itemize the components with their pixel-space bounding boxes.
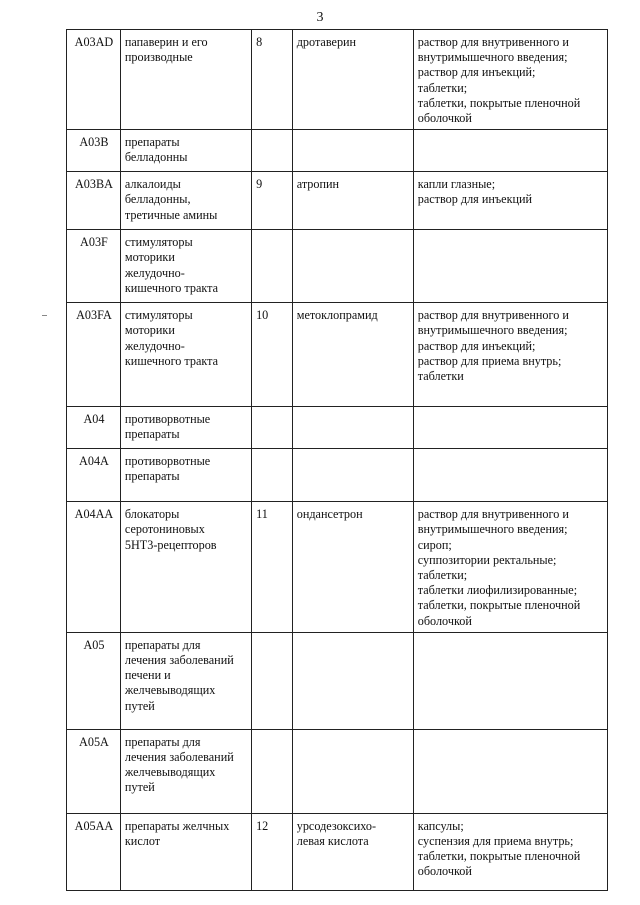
drug-name-line: урсодезоксихо-: [296, 818, 376, 833]
group-text-line: белладонны,: [124, 192, 191, 207]
drug-name-cell: [292, 303, 413, 407]
dosage-form-line: капли глазные;: [417, 177, 496, 192]
atc-code-cell: A04A: [67, 449, 121, 502]
atc-code-cell: A03FA: [67, 303, 121, 407]
drug-name-line: левая кислота: [296, 834, 369, 849]
table-row: [67, 130, 608, 172]
group-text-line: кислот: [124, 834, 161, 849]
group-text-line: кишечного тракта: [124, 353, 219, 368]
dosage-form-line: таблетки, покрытые пленочной: [417, 849, 581, 864]
group-text-line: желудочно-: [124, 265, 185, 280]
dosage-form-line: раствор для инъекций;: [417, 65, 536, 80]
atc-code-cell: A04: [67, 407, 121, 449]
table-row: [67, 502, 608, 633]
group-text-line: папаверин и его: [124, 35, 208, 49]
drug-name-line: метоклопрамид: [296, 308, 378, 323]
drug-name-cell: [292, 502, 413, 633]
table-row: [67, 230, 608, 303]
dosage-form-line: оболочкой: [417, 111, 472, 126]
drug-table: [66, 29, 608, 891]
group-text-line: третичные амины: [124, 207, 218, 222]
drug-name-cell: [292, 729, 413, 813]
row-number-cell: [252, 729, 293, 813]
atc-code-cell: A05A: [67, 729, 121, 813]
group-text-line: путей: [124, 698, 155, 713]
row-number-cell: [252, 449, 293, 502]
group-text-line: моторики: [124, 323, 175, 338]
atc-code-cell: A03F: [67, 230, 121, 303]
atc-code-cell: A04AA: [67, 502, 121, 633]
dosage-form-line: внутримышечного введения;: [417, 323, 568, 338]
dosage-forms-cell: [413, 407, 607, 449]
group-text-line: блокаторы: [124, 507, 180, 522]
atc-code-cell: A05: [67, 632, 121, 729]
dosage-forms-cell: [413, 130, 607, 172]
drug-name-line: ондансетрон: [296, 507, 363, 522]
dosage-form-line: раствор для инъекций: [417, 192, 533, 207]
row-number-cell: [252, 632, 293, 729]
group-text-line: путей: [124, 780, 155, 795]
group-text-line: серотониновых: [124, 522, 205, 537]
row-number-cell: [252, 230, 293, 303]
atc-code-cell: A03B: [67, 130, 121, 172]
table-row: [67, 449, 608, 502]
dosage-forms-cell: [413, 30, 607, 130]
drug-name-cell: [292, 632, 413, 729]
group-text-line: алкалоиды: [124, 177, 181, 192]
drug-name-cell: [292, 813, 413, 890]
anatomical-group-cell: [120, 230, 251, 303]
group-text-line: стимуляторы: [124, 308, 193, 323]
row-number-cell: 8: [252, 30, 293, 130]
dosage-forms-cell: [413, 729, 607, 813]
group-text-line: препараты: [124, 427, 180, 442]
group-text-line: желчевыводящих: [124, 683, 216, 698]
atc-code-cell: A05AA: [67, 813, 121, 890]
dosage-form-line: таблетки;: [417, 80, 468, 95]
group-text-line: белладонны: [124, 150, 188, 165]
dosage-form-line: суспензия для приема внутрь;: [417, 834, 574, 849]
group-text-line: препараты для: [124, 637, 201, 652]
drug-name-cell: [292, 130, 413, 172]
dosage-form-line: оболочкой: [417, 864, 472, 879]
atc-code-cell: A03AD: [67, 30, 121, 130]
anatomical-group-cell: [120, 729, 251, 813]
dosage-form-line: внутримышечного введения;: [417, 50, 568, 65]
dosage-form-line: таблетки;: [417, 568, 468, 583]
drug-name-line: атропин: [296, 177, 340, 192]
group-text-line: противорвотные: [124, 412, 211, 427]
page-number: 3: [316, 10, 324, 25]
table-row: [67, 30, 608, 130]
group-text-line: кишечного тракта: [124, 280, 219, 295]
dosage-form-line: таблетки, покрытые пленочной: [417, 95, 581, 110]
row-number-cell: 9: [252, 172, 293, 230]
group-text-line: препараты для: [124, 734, 201, 749]
group-text-line: желчевыводящих: [124, 765, 216, 780]
dosage-form-line: внутримышечного введения;: [417, 522, 568, 537]
dosage-forms-cell: [413, 449, 607, 502]
group-text-line: печени и: [124, 668, 171, 683]
dosage-form-line: оболочкой: [417, 613, 472, 628]
atc-code-cell: A03BA: [67, 172, 121, 230]
dosage-form-line: таблетки лиофилизированные;: [417, 583, 578, 598]
dosage-form-line: раствор для приема внутрь;: [417, 353, 562, 368]
margin-mark: [42, 315, 47, 316]
anatomical-group-cell: [120, 407, 251, 449]
group-text-line: производные: [124, 50, 193, 65]
table-row: [67, 172, 608, 230]
drug-name-cell: [292, 30, 413, 130]
dosage-form-line: капсулы;: [417, 818, 464, 833]
drug-name-cell: [292, 230, 413, 303]
row-number-cell: 12: [252, 813, 293, 890]
drug-name-cell: [292, 407, 413, 449]
dosage-forms-cell: [413, 502, 607, 633]
anatomical-group-cell: [120, 172, 251, 230]
table-body: [67, 30, 608, 891]
anatomical-group-cell: [120, 303, 251, 407]
anatomical-group-cell: [120, 502, 251, 633]
group-text-line: препараты желчных: [124, 818, 230, 833]
group-text-line: лечения заболеваний: [124, 750, 234, 765]
dosage-forms-cell: [413, 632, 607, 729]
group-text-line: противорвотные: [124, 454, 211, 469]
table-row: [67, 813, 608, 890]
group-text-line: желудочно-: [124, 338, 185, 353]
dosage-forms-cell: [413, 230, 607, 303]
group-text-line: препараты: [124, 469, 180, 484]
dosage-forms-cell: [413, 172, 607, 230]
dosage-form-line: суппозитории ректальные;: [417, 552, 557, 567]
dosage-form-line: раствор для инъекций;: [417, 338, 536, 353]
group-text-line: моторики: [124, 250, 175, 265]
anatomical-group-cell: [120, 449, 251, 502]
table-row: [67, 729, 608, 813]
dosage-form-line: таблетки, покрытые пленочной: [417, 598, 581, 613]
anatomical-group-cell: [120, 813, 251, 890]
dosage-forms-cell: [413, 813, 607, 890]
group-text-line: лечения заболеваний: [124, 653, 234, 668]
group-text-line: стимуляторы: [124, 235, 193, 250]
drug-name-cell: [292, 449, 413, 502]
anatomical-group-cell: [120, 30, 251, 130]
drug-name-cell: [292, 172, 413, 230]
table-row: [67, 632, 608, 729]
table-row: [67, 303, 608, 407]
row-number-cell: 11: [252, 502, 293, 633]
dosage-form-line: таблетки: [417, 369, 464, 384]
dosage-form-line: раствор для внутривенного и: [417, 35, 569, 49]
row-number-cell: [252, 407, 293, 449]
dosage-form-line: раствор для внутривенного и: [417, 507, 569, 522]
dosage-forms-cell: [413, 303, 607, 407]
drug-name-line: дротаверин: [296, 35, 357, 49]
group-text-line: препараты: [124, 135, 180, 150]
table-row: [67, 407, 608, 449]
dosage-form-line: раствор для внутривенного и: [417, 308, 569, 323]
anatomical-group-cell: [120, 632, 251, 729]
row-number-cell: 10: [252, 303, 293, 407]
dosage-form-line: сироп;: [417, 537, 452, 552]
anatomical-group-cell: [120, 130, 251, 172]
group-text-line: 5HT3-рецепторов: [124, 537, 217, 552]
row-number-cell: [252, 130, 293, 172]
